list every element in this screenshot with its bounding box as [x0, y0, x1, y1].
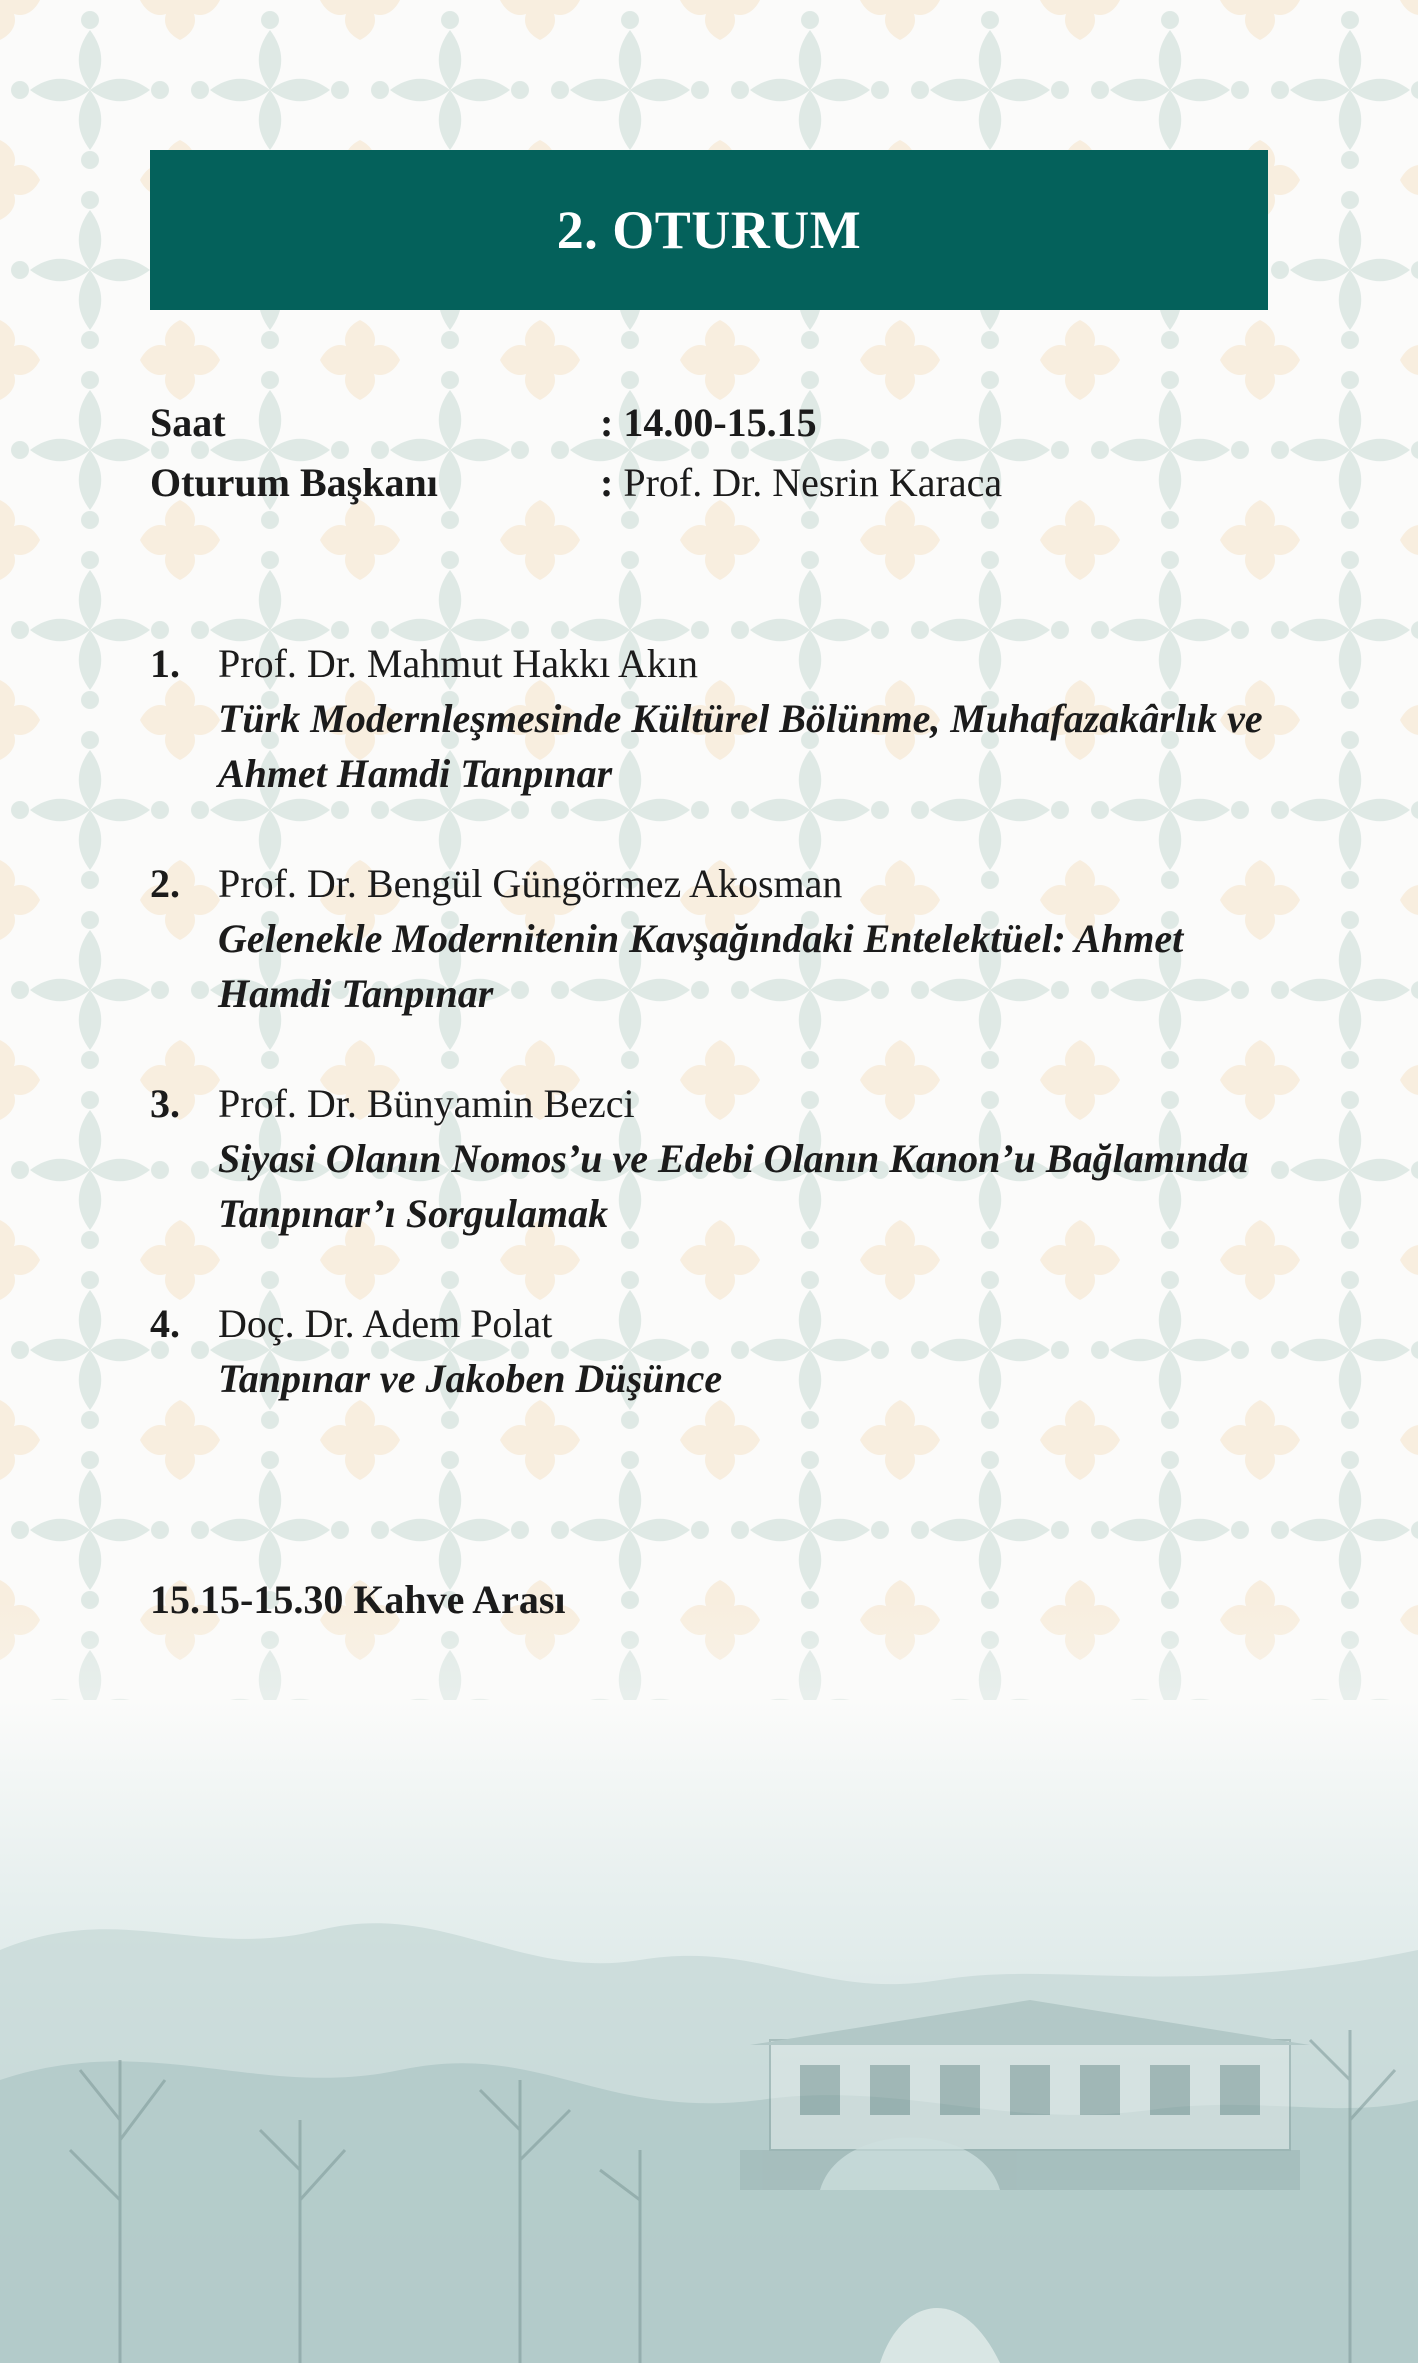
time-colon: :: [600, 400, 614, 445]
talk-title: Gelenekle Modernitenin Kavşağındaki Entelektüel: Ahmet Hamdi Tanpınar: [218, 916, 1184, 1016]
list-item: [150, 1076, 1268, 1241]
time-value-wrap: [600, 393, 817, 453]
time-label: Saat: [150, 400, 226, 445]
talk-number: 4.: [150, 1301, 180, 1346]
list-item: [150, 636, 1268, 801]
chair-colon: :: [600, 460, 614, 505]
chair-value: Prof. Dr. Nesrin Karaca: [623, 460, 1003, 505]
coffee-break: 15.15-15.30 Kahve Arası: [150, 1577, 566, 1622]
talk-title: Türk Modernleşmesinde Kültürel Bölünme, Muhafazakârlık ve Ahmet Hamdi Tanpınar: [218, 696, 1263, 796]
talk-author: Prof. Dr. Mahmut Hakkı Akın: [218, 641, 698, 686]
list-item: [150, 1296, 1268, 1406]
talk-title: Siyasi Olanın Nomos’u ve Edebi Olanın Kanon’u Bağlamında Tanpınar’ı Sorgulamak: [218, 1136, 1249, 1236]
talk-number: 2.: [150, 861, 180, 906]
session-title: 2. OTURUM: [556, 200, 862, 260]
chair-label: Oturum Başkanı: [150, 460, 438, 505]
talk-title: Tanpınar ve Jakoben Düşünce: [218, 1356, 723, 1401]
session-time-row: [150, 393, 1268, 453]
talk-number: 1.: [150, 641, 180, 686]
talk-author: Prof. Dr. Bünyamin Bezci: [218, 1081, 635, 1126]
talk-list: [150, 636, 1268, 1461]
list-item: [150, 856, 1268, 1021]
session-chair-row: [150, 453, 1268, 513]
session-banner: [150, 150, 1268, 310]
talk-author: Prof. Dr. Bengül Güngörmez Akosman: [218, 861, 843, 906]
time-value: 14.00-15.15: [623, 400, 817, 445]
talk-author: Doç. Dr. Adem Polat: [218, 1301, 553, 1346]
talk-number: 3.: [150, 1081, 180, 1126]
chair-value-wrap: [600, 453, 1002, 513]
